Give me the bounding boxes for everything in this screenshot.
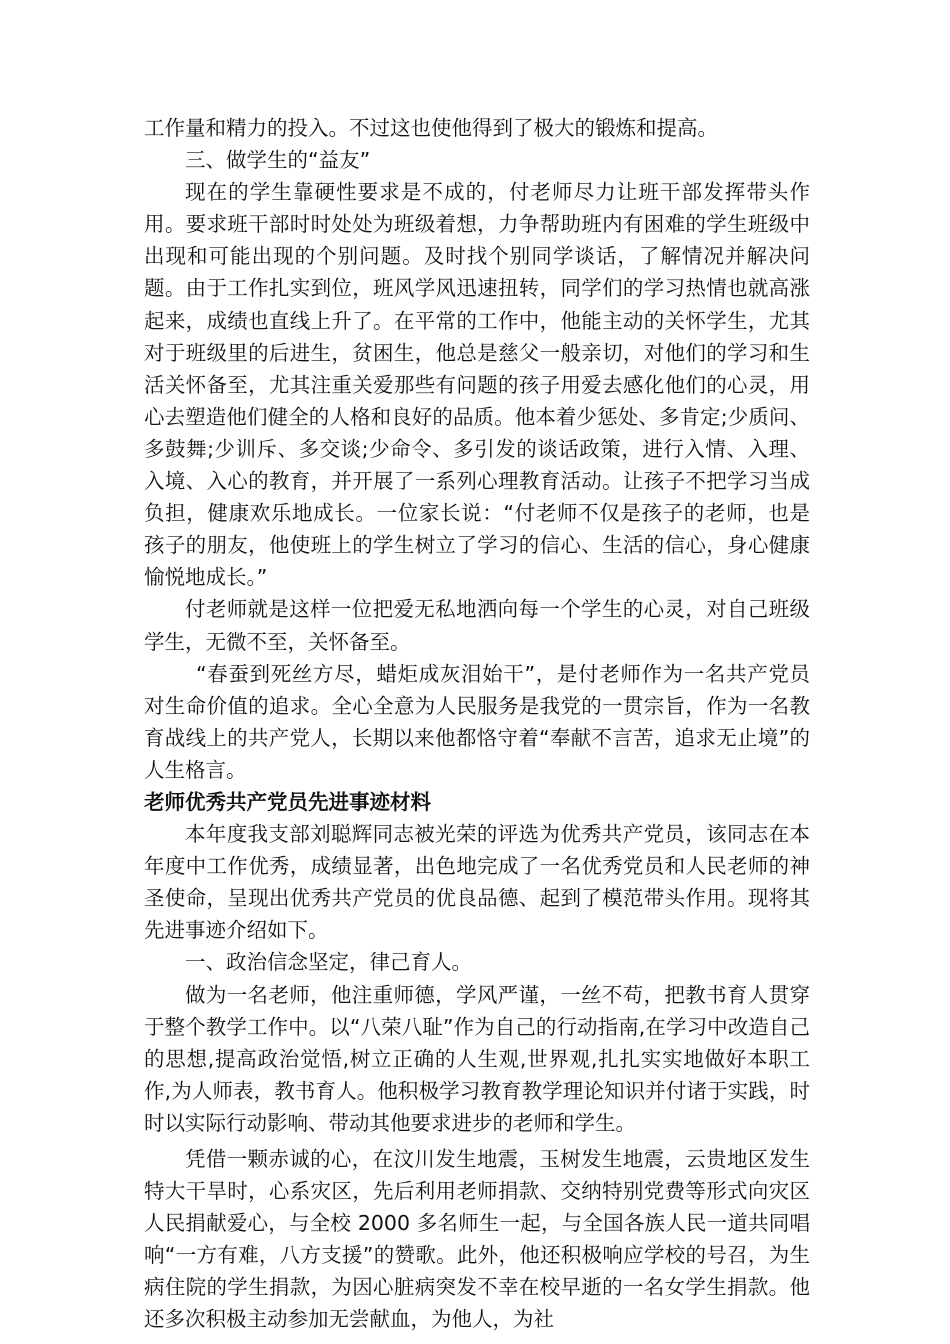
paragraph-continuation: 工作量和精力的投入。不过这也使他得到了极大的锻炼和提高。 [144,116,718,140]
document-title: 老师优秀共产党员先进事迹材料 [144,789,431,814]
paragraph-ethics: 做为一名老师，他注重师德，学风严谨，一丝不苟，把教书育人贯穿于整个教学工作中。以“八荣八耻”作为自己的行动指南,在学习中改造自己的思想,提高政治觉悟,树立正确的人生观,世界观,扎扎实实地做好本职工作,为人师表，教书育人。他积极学习教育教学理论知识并付诸于实践，时时以实际行动影响、带动其他要求进步的老师和学生。 [144,982,810,1135]
section-heading-politics: 一、政治信念坚定，律己育人。 [185,950,472,975]
paragraph-class-leaders: 现在的学生靠硬性要求是不成的，付老师尽力让班干部发挥带头作用。要求班干部时时处处为班级着想，力争帮助班内有困难的学生班级中出现和可能出现的个别问题。及时找个别同学谈话，了解情况并解决问题。由于工作扎实到位，班风学风迅速扭转，同学们的学习热情也就高涨起来，成绩也直线上升了。在平常的工作中，他能主动的关怀学生，尤其对于班级里的后进生，贫困生，他总是慈父一般亲切，对他们的学习和生活关怀备至，尤其注重关爱那些有问题的孩子用爱去感化他们的心灵，用心去塑造他们健全的人格和良好的品质。他本着少惩处、多肯定;少质问、多鼓舞;少训斥、多交谈;少命令、多引发的谈话政策，进行入情、入理、入境、入心的教育，并开展了一系列心理教育活动。让孩子不把学习当成负担，健康欢乐地成长。一位家长说：“付老师不仅是孩子的老师，也是孩子的朋友，他使班上的学生树立了学习的信心、生活的信心，身心健康愉悦地成长。” [144,180,810,590]
paragraph-quote: “春蚕到死丝方尽，蜡炬成灰泪始干”，是付老师作为一名共产党员对生命价值的追求。全心全意为人民服务是我党的一贯宗旨，作为一名教育战线上的共产党人，长期以来他都恪守着“奉献不言苦，追求无止境”的人生格言。 [144,661,810,782]
paragraph-intro: 本年度我支部刘聪辉同志被光荣的评选为优秀共产党员，该同志在本年度中工作优秀，成绩显著，出色地完成了一名优秀党员和人民老师的神圣使命，呈现出优秀共产党员的优良品德、起到了模范带头作用。现将其先进事迹介绍如下。 [144,822,810,943]
paragraph-summary: 付老师就是这样一位把爱无私地洒向每一个学生的心灵，对自己班级学生，无微不至，关怀备至。 [144,597,810,654]
section-heading-friend: 三、做学生的“益友” [185,148,371,173]
paragraph-donations: 凭借一颗赤诚的心，在汶川发生地震，玉树发生地震，云贵地区发生特大干旱时，心系灾区，先后利用老师捐款、交纳特别党费等形式向灾区人民捐献爱心，与全校 2000 多名师生一起，与全国各族人民一道共同唱响“一方有难，八方支援”的赞歌。此外，他还积极响应学校的号召，为生病住院的学生捐款，为因心脏病突发不幸在校早逝的一名女学生捐款。他还多次积极主动参加无尝献血，为他人，为社 [144,1147,810,1332]
document-body [144,112,810,1336]
